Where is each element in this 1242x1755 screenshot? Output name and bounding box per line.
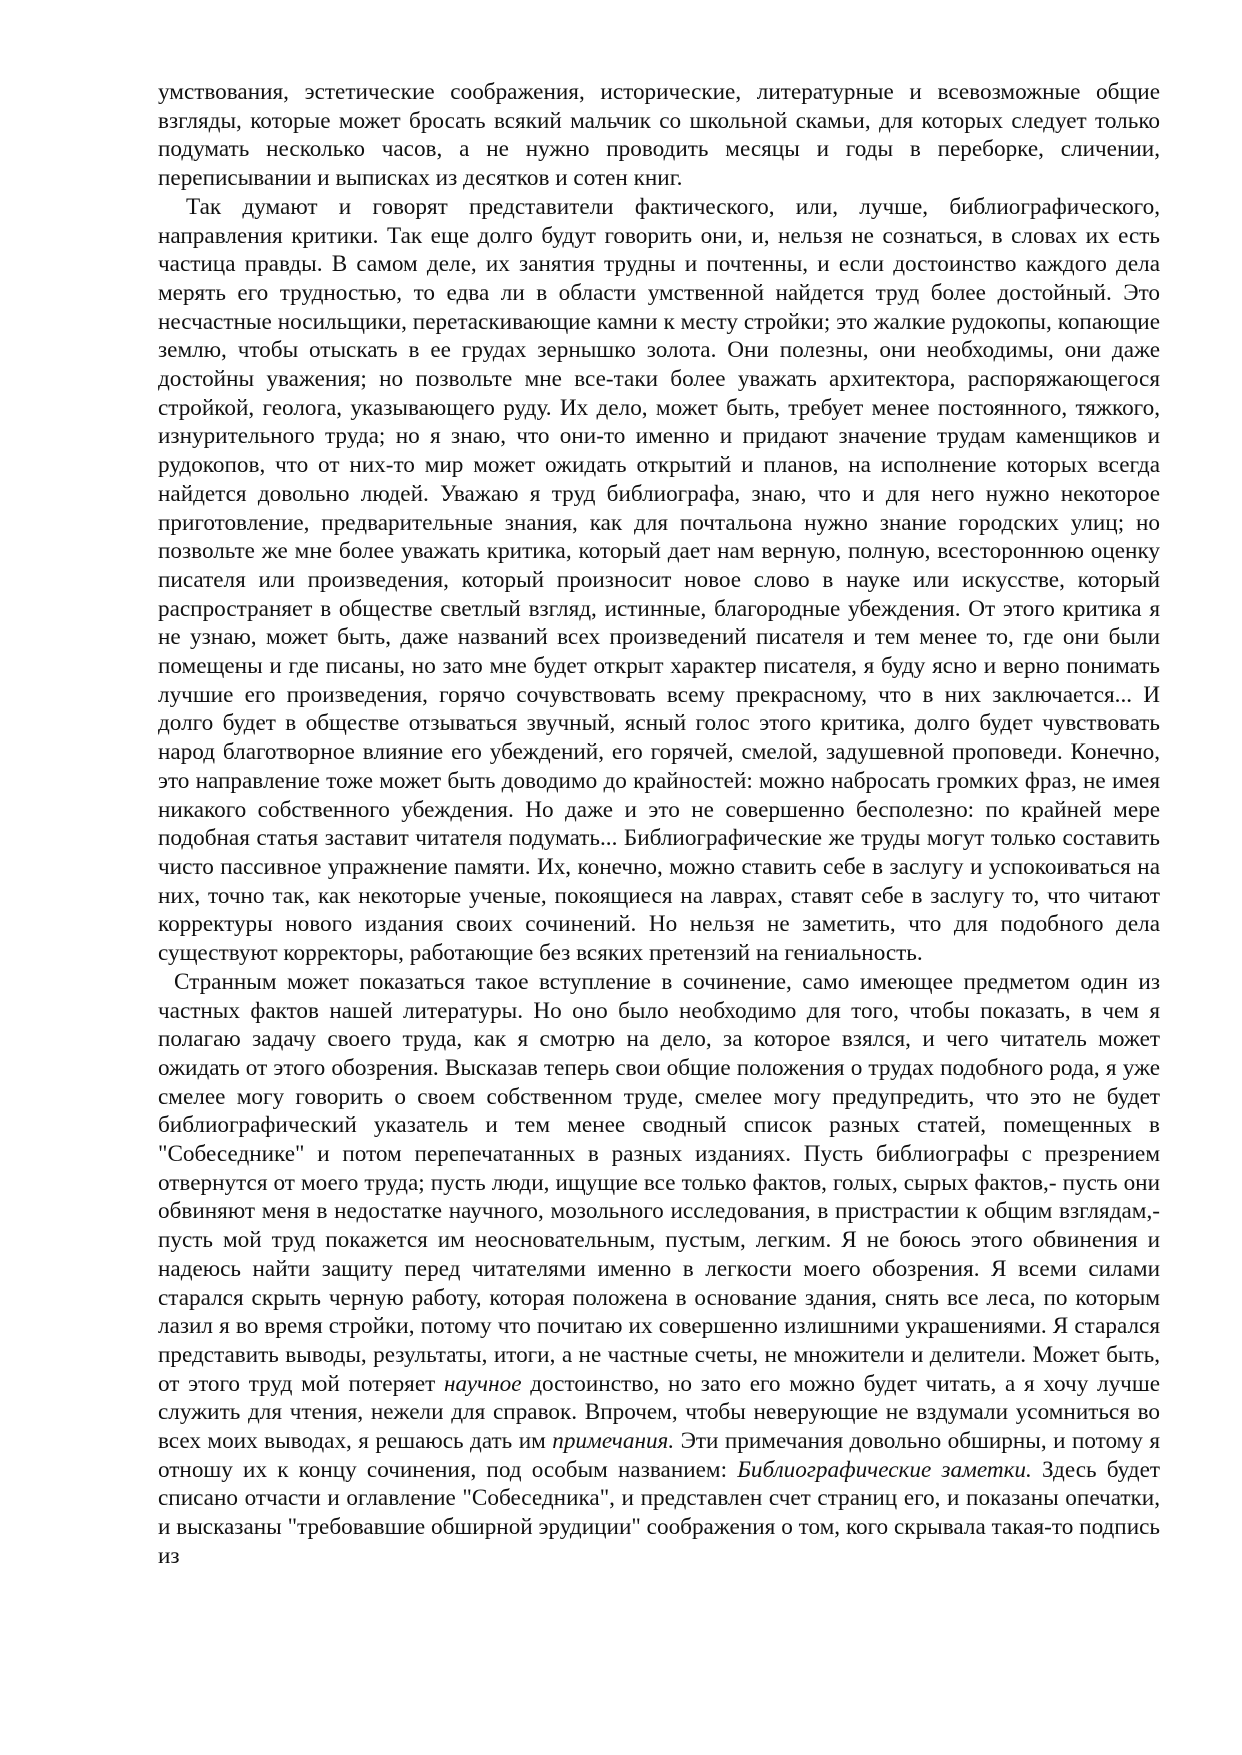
document-page xyxy=(158,78,1160,1571)
paragraph-3-text-b: достоинство, но зато его можно будет читать, а я хочу лучше служить для чтения, нежели для справок. Впрочем, чтобы неверующие не вздумали усомниться во всех моих выводах, я решаюсь дать им xyxy=(158,1370,1160,1455)
paragraph-3-italic-bibliographic-notes: Библиографические заметки. xyxy=(737,1456,1032,1483)
paragraph-3 xyxy=(158,968,1160,1571)
paragraph-2 xyxy=(158,193,1160,968)
paragraph-3-italic-notes: примечания. xyxy=(552,1428,675,1455)
paragraph-3-text-a: Странным может показаться такое вступление в сочинение, само имеющее предметом один из частных фактов нашей литературы. Но оно было необходимо для того, чтобы показать, в чем я полагаю задачу своего труда, как я смотрю на дело, за которое взялся, и чего читатель может ожидать от этого обозрения. Высказав теперь свои общие положения о трудах подобного рода, я уже смелее могу говорить о своем собственном труде, смелее могу предупредить, что это не будет библиографический указатель и тем менее сводный список разных статей, помещенных в "Собеседнике" и потом перепечатанных в разных изданиях. Пусть библиографы с презрением отвернутся от моего труда; пусть люди, ищущие все только фактов, голых, сырых фактов,- пусть они обвиняют меня в недостатке научного, мозольного исследования, в пристрастии к общим взглядам,- пусть мой труд покажется им неосновательным, пустым, легким. Я не боюсь этого обвинения и надеюсь найти защиту перед читателями именно в легкости моего обозрения. Я всеми силами старался скрыть черную работу, которая положена в основание здания, снять все леса, по которым лазил я во время стройки, потому что почитаю их совершенно излишними украшениями. Я старался представить выводы, результаты, итоги, а не частные счеты, не множители и делители. Может быть, от этого труд мой потеряет xyxy=(158,968,1160,1397)
paragraph-1-text: умствования, эстетические соображения, исторические, литературные и всевозможные общие взгляды, которые может бросать всякий мальчик со школьной скамьи, для которых следует только подумать несколько часов, а не нужно проводить месяцы и годы в переборке, сличении, переписывании и выписках из десятков и сотен книг. xyxy=(158,79,1160,192)
paragraph-1 xyxy=(158,78,1160,193)
paragraph-3-italic-scientific: научное xyxy=(443,1370,522,1397)
paragraph-2-text: Так думают и говорят представители фактического, или, лучше, библиографического, направления критики. Так еще долго будут говорить они, и, нельзя не сознаться, в словах их есть частица правды. В самом деле, их занятия трудны и почтенны, и если достоинство каждого дела мерять его трудностью, то едва ли в области умственной найдется труд более достойный. Это несчастные носильщики, перетаскивающие камни к месту стройки; это жалкие рудокопы, копающие землю, чтобы отыскать в ее грудах зернышко золота. Они полезны, они необходимы, они даже достойны уважения; но позвольте мне все-таки более уважать архитектора, распоряжающегося стройкой, геолога, указывающего руду. Их дело, может быть, требует менее постоянного, тяжкого, изнурительного труда; но я знаю, что они-то именно и придают значение трудам каменщиков и рудокопов, что от них-то мир может ожидать открытий и планов, на исполнение которых всегда найдется довольно людей. Уважаю я труд библиографа, знаю, что и для него нужно некоторое приготовление, предварительные знания, как для почтальона нужно знание городских улиц; но позвольте же мне более уважать критика, который дает нам верную, полную, всестороннюю оценку писателя или произведения, который произносит новое слово в науке или искусстве, который распространяет в обществе светлый взгляд, истинные, благородные убеждения. От этого критика я не узнаю, может быть, даже названий всех произведений писателя и тем менее то, где они были помещены и где писаны, но зато мне будет открыт характер писателя, я буду ясно и верно понимать лучшие его произведения, горячо сочувствовать всему прекрасному, что в них заключается... И долго будет в обществе отзываться звучный, ясный голос этого критика, долго будет чувствовать народ благотворное влияние его убеждений, его горячей, смелой, задушевной проповеди. Конечно, это направление тоже может быть доводимо до крайностей: можно набросать громких фраз, не имея никакого собственного убеждения. Но даже и это не совершенно бесполезно: по крайней мере подобная статья заставит читателя подумать... Библиографические же труды могут только составить чисто пассивное упражнение памяти. Их, конечно, можно ставить себе в заслугу и успокоиваться на них, точно так, как некоторые ученые, покоящиеся на лаврах, ставят себе в заслугу то, что читают корректуры нового издания своих сочинений. Но нельзя не заметить, что для подобного дела существуют корректоры, работающие без всяких претензий на гениальность. xyxy=(158,193,1160,967)
paragraph-3-text-d: Здесь будет списано отчасти и оглавление "Собеседника", и представлен счет страниц его, и показаны опечатки, и высказаны "требовавшие обширной эрудиции" соображения о том, кого скрывала такая-то подпись из xyxy=(158,1456,1161,1569)
paragraph-3-text-c: Эти примечания довольно обширны, и потому я отношу их к концу сочинения, под особым названием: xyxy=(158,1428,1160,1483)
